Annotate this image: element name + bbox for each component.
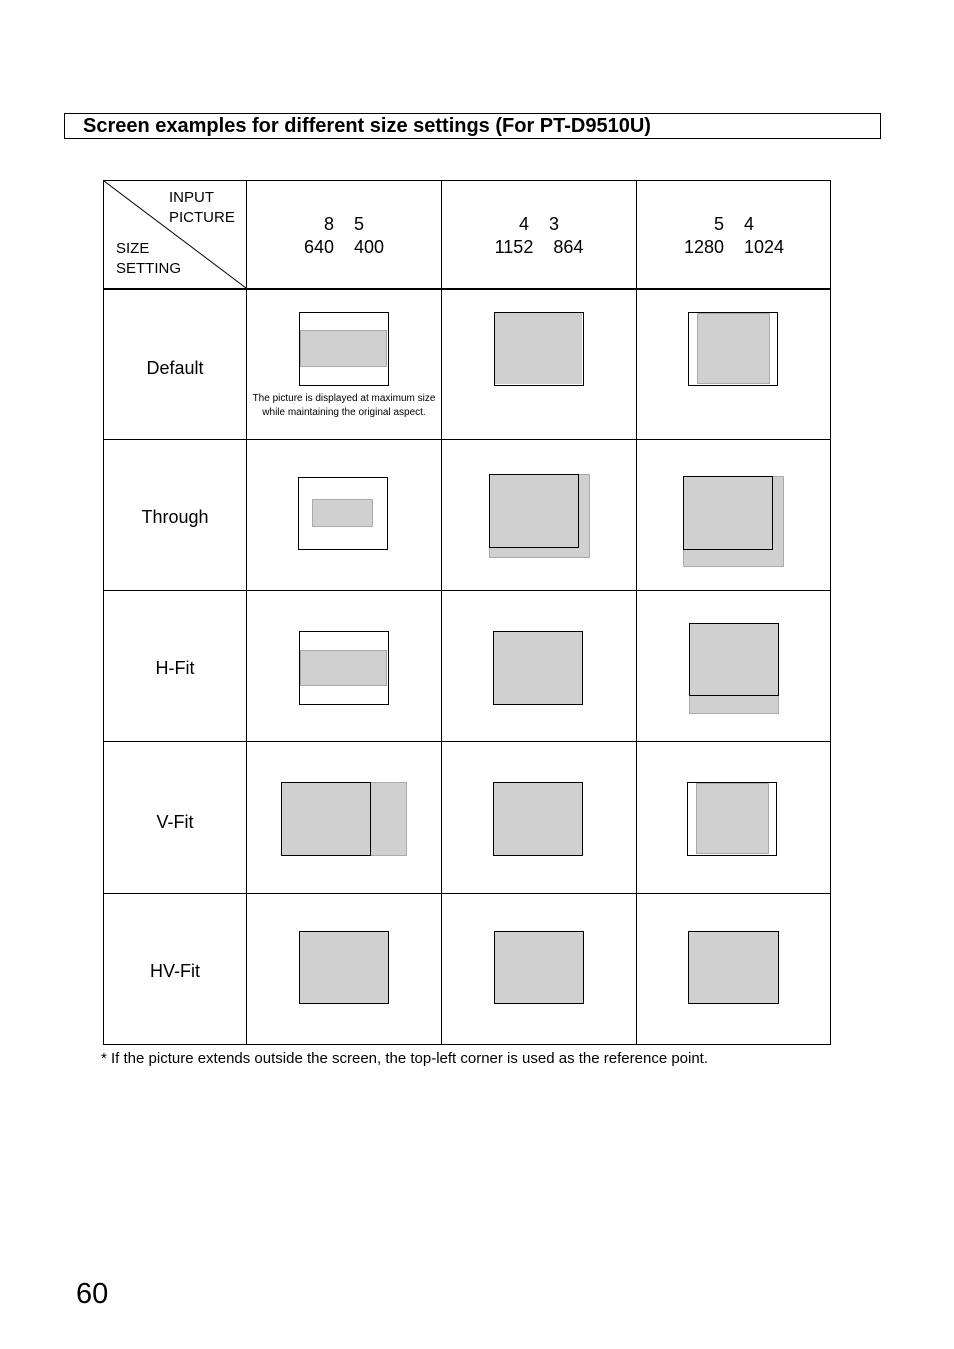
screen-illustration: [494, 312, 584, 386]
resolution: 1152 864: [494, 237, 584, 257]
section-title-box: [64, 113, 881, 139]
picture-area: [312, 499, 373, 527]
column-header-5-4: [637, 213, 831, 259]
aspect-ratio: 5 4: [713, 214, 755, 234]
screen-illustration: [493, 782, 583, 856]
page-number: 60: [76, 1278, 109, 1310]
column-header-8-5: [247, 213, 441, 259]
screen-illustration: [494, 931, 584, 1004]
row-header-through: Through: [141, 507, 209, 527]
size-settings-table: [103, 180, 831, 1045]
picture-area: [696, 783, 769, 854]
screen-illustration: [489, 474, 579, 548]
screen-illustration: [299, 931, 389, 1004]
table-divider: [441, 181, 442, 1044]
row-header-hv-fit: HV-Fit: [149, 961, 200, 981]
table-divider: [104, 741, 830, 742]
table-divider: [246, 181, 247, 1044]
table-divider: [104, 439, 830, 440]
footnote: * If the picture extends outside the screen, the top-left corner is used as the reference point.: [101, 1050, 709, 1067]
screen-illustration: [281, 782, 371, 856]
table-divider: [636, 181, 637, 1044]
screen-illustration: [683, 476, 773, 550]
picture-area: [697, 313, 770, 384]
resolution: 1280 1024: [683, 237, 785, 257]
size-setting-label: SIZE SETTING: [116, 240, 182, 277]
screen-illustration: [298, 477, 388, 550]
picture-area: [495, 313, 582, 384]
aspect-ratio: 4 3: [518, 214, 560, 234]
screen-illustration: [689, 623, 779, 696]
row-header-v-fit: V-Fit: [156, 812, 194, 832]
picture-area: [300, 650, 387, 686]
screen-illustration: [688, 312, 778, 386]
row-header-default: Default: [146, 358, 204, 378]
default-note: The picture is displayed at maximum size while maintaining the original aspect.: [252, 393, 436, 418]
table-divider: [104, 893, 830, 894]
screen-illustration: [687, 782, 777, 856]
screen-illustration: [688, 931, 779, 1004]
column-header-4-3: [442, 213, 636, 259]
input-picture-label: INPUT PICTURE: [169, 189, 235, 226]
resolution: 640 400: [303, 237, 385, 257]
table-divider: [104, 590, 830, 591]
section-title: Screen examples for different size settings (For PT-D9510U): [83, 115, 651, 137]
screen-illustration: [299, 312, 389, 386]
picture-area: [300, 330, 387, 367]
aspect-ratio: 8 5: [323, 214, 365, 234]
screen-illustration: [299, 631, 389, 705]
row-header-h-fit: H-Fit: [155, 658, 195, 678]
screen-illustration: [493, 631, 583, 705]
